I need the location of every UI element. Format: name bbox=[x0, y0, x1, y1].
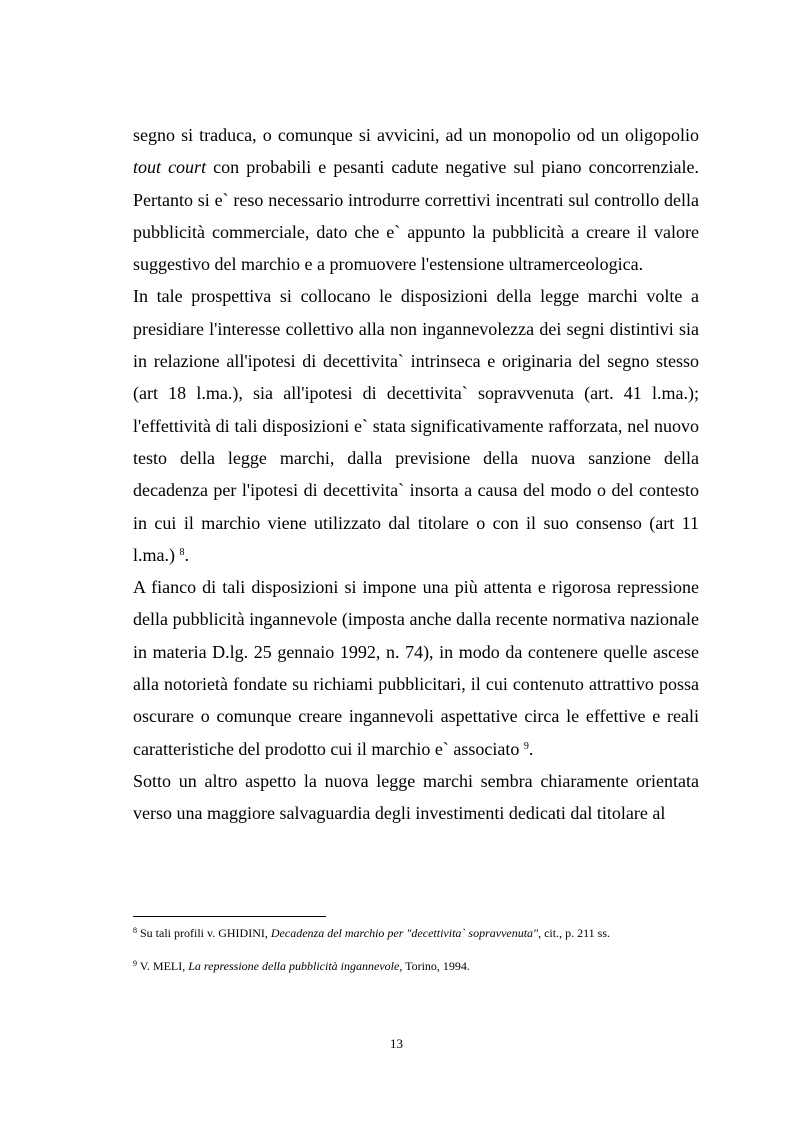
footnotes bbox=[133, 926, 753, 992]
paragraph-4-text: Sotto un altro aspetto la nuova legge marchi sembra chiaramente orientata verso una maggiore salvaguardia degli investimenti dedicati dal titolare al bbox=[133, 770, 699, 824]
footnote-number: 9 bbox=[133, 959, 137, 968]
paragraph-2-end: . bbox=[184, 544, 189, 565]
footnote-citation: , Torino, 1994. bbox=[399, 959, 470, 973]
footnote-separator bbox=[133, 916, 326, 917]
footnote-text: Su tali profili v. GHIDINI, bbox=[137, 926, 271, 940]
footnote-number: 8 bbox=[133, 926, 137, 935]
paragraph-1-text-a: segno si traduca, o comunque si avvicini, ad un monopolio od un oligopolio bbox=[133, 125, 699, 145]
paragraph-2-text: In tale prospettiva si collocano le disposizioni della legge marchi volte a presidiare l'interesse collettivo alla non ingannevolezza dei segni distintivi sia in relazione all'ipotesi di decettivita` intrinseca e originaria del segno stesso (art 18 l.ma.), sia all'ipotesi di decettivita` sopravvenuta (art. 41 l.ma.); l'effettività di tali disposizioni e` stata significativamente rafforzata, nel nuovo testo della legge marchi, dalla previsione della nuova sanzione della decadenza per l'ipotesi di decettivita` insorta a causa del modo o del contesto in cui il marchio viene utilizzato dal titolare o con il suo consenso (art 11 l.ma.) bbox=[133, 286, 699, 565]
footnote-citation: , cit., p. 211 ss. bbox=[538, 926, 610, 940]
footnote-title: La repressione della pubblicità ingannevole bbox=[188, 959, 400, 973]
paragraph-3 bbox=[133, 571, 699, 765]
paragraph-3-text: A fianco di tali disposizioni si impone una più attenta e rigorosa repressione della pubblicità ingannevole (imposta anche dalla recente normativa nazionale in materia D.lg. 25 gennaio 1992, n. 74), in modo da contenere quelle ascese alla notorietà fondate su richiami pubblicitari, il cui contenuto attrattivo possa oscurare o comunque creare ingannevoli aspettative circa le effettive e reali caratteristiche del prodotto cui il marchio e` associato bbox=[133, 577, 699, 759]
footnote-text: V. MELI, bbox=[137, 959, 189, 973]
italic-tout-court: tout court bbox=[133, 157, 207, 178]
footnote-ref-8: 8 bbox=[179, 546, 185, 558]
page-number: 13 bbox=[390, 1036, 403, 1051]
paragraph-1 bbox=[133, 119, 699, 280]
footnote-8 bbox=[133, 926, 753, 940]
main-text bbox=[133, 119, 699, 830]
footnote-9 bbox=[133, 959, 753, 973]
paragraph-1-text-b: con probabili e pesanti cadute negative sul piano concorrenziale. Pertanto si e` reso necessario introdurre correttivi incentrati sul controllo della pubblicità commerciale, dato che e` appunto la pubblicità a creare il valore suggestivo del marchio e a promuovere l'estensione ultramerceologica. bbox=[133, 157, 700, 275]
paragraph-3-end: . bbox=[528, 738, 534, 759]
footnote-ref-9: 9 bbox=[523, 740, 529, 752]
footnote-title: Decadenza del marchio per "decettivita` sopravvenuta" bbox=[270, 926, 539, 940]
paragraph-4 bbox=[133, 765, 699, 830]
paragraph-2 bbox=[133, 280, 699, 571]
